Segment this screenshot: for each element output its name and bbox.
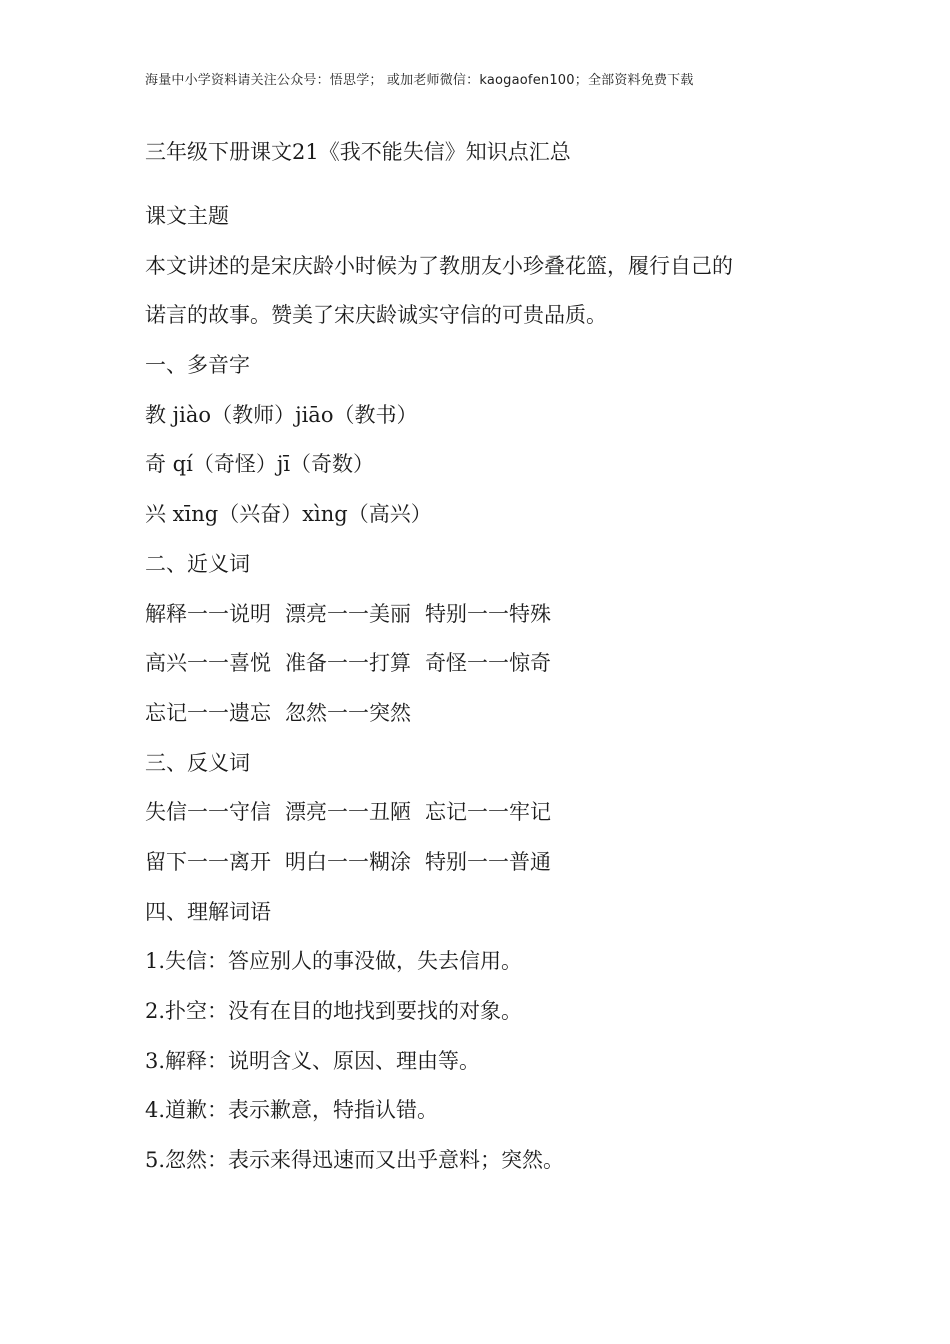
vocabulary-item: 4.道歉：表示歉意，特指认错。 <box>145 1098 439 1123</box>
antonym-pair: 漂亮一一丑陋 <box>285 800 411 825</box>
antonym-row <box>145 788 835 838</box>
antonym-pair: 特别一一普通 <box>425 849 551 874</box>
synonym-pair: 忘记一一遗忘 <box>145 700 271 725</box>
document-title: 三年级下册课文21《我不能失信》知识点汇总 <box>145 140 571 164</box>
theme-paragraph-line: 本文讲述的是宋庆龄小时候为了教朋友小珍叠花篮，履行自己的 <box>145 253 733 278</box>
synonym-row <box>145 689 835 739</box>
synonym-pair: 忽然一一突然 <box>285 700 411 725</box>
synonym-row <box>145 639 835 689</box>
vocabulary-item: 5.忽然：表示来得迅速而又出乎意料；突然。 <box>145 1148 565 1173</box>
section-heading-vocabulary: 四、理解词语 <box>145 899 271 924</box>
synonym-pair: 漂亮一一美丽 <box>285 601 411 626</box>
theme-heading: 课文主题 <box>145 204 229 228</box>
synonym-pair: 奇怪一一惊奇 <box>425 651 551 676</box>
section-heading-antonyms: 三、反义词 <box>145 750 250 775</box>
polyphone-entry: 教 jiào（教师）jiāo（教书） <box>145 402 418 427</box>
document-body <box>145 192 835 1186</box>
antonym-row <box>145 838 835 888</box>
antonym-pair: 留下一一离开 <box>145 849 271 874</box>
section-heading-polyphones: 一、多音字 <box>145 353 250 378</box>
synonym-pair: 高兴一一喜悦 <box>145 651 271 676</box>
synonym-row <box>145 590 835 640</box>
antonym-pair: 明白一一糊涂 <box>285 849 411 874</box>
promo-header-note: 海量中小学资料请关注公众号：悟思学； 或加老师微信：kaogaofen100；全部资料免费下载 <box>145 73 694 88</box>
section-heading-synonyms: 二、近义词 <box>145 551 250 576</box>
polyphone-entry: 奇 qí（奇怪）jī（奇数） <box>145 452 375 477</box>
synonym-pair: 准备一一打算 <box>285 651 411 676</box>
theme-paragraph-line: 诺言的故事。赞美了宋庆龄诚实守信的可贵品质。 <box>145 303 607 328</box>
polyphone-entry: 兴 xīng（兴奋）xìng（高兴） <box>145 502 432 527</box>
synonym-pair: 特别一一特殊 <box>425 601 551 626</box>
vocabulary-item: 1.失信：答应别人的事没做，失去信用。 <box>145 949 523 974</box>
vocabulary-item: 2.扑空：没有在目的地找到要找的对象。 <box>145 999 523 1023</box>
antonym-pair: 失信一一守信 <box>145 800 271 825</box>
synonym-pair: 解释一一说明 <box>145 601 271 626</box>
antonym-pair: 忘记一一牢记 <box>425 800 551 825</box>
vocabulary-item: 3.解释：说明含义、原因、理由等。 <box>145 1048 481 1073</box>
